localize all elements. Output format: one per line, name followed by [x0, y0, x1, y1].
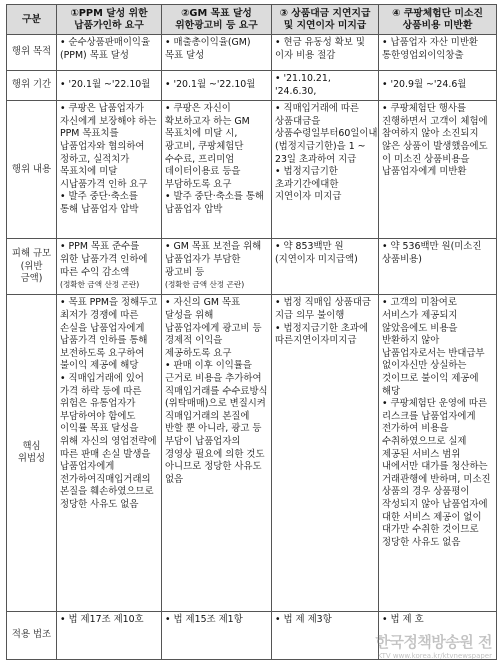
cell-law-1 [57, 611, 162, 659]
cell-period-1 [57, 71, 162, 101]
row-label-law: 적용 법조 [7, 611, 57, 659]
cell-text: • 법 제15조 제1항 [165, 613, 243, 625]
cell-purpose-1 [57, 35, 162, 71]
cell-text: • 납품업자 자산 미반환 통한영업외이익창출 [382, 37, 478, 61]
cell-text: • 발주 중단·축소를 통해 납품업자 압박 [60, 191, 139, 215]
cell-text: • GM 목표 보전을 위해 납품업자가 부담한 광고비 등 [165, 241, 262, 278]
cell-text: • PPM 목표 준수를 위한 납품가격 인하에 따른 수익 감소액 [60, 241, 148, 278]
cell-illegality-3 [272, 295, 379, 611]
row-content [7, 101, 497, 239]
cell-text: • 약 536백만 원(미소진 상품비용) [382, 241, 482, 266]
cell-text: • 고객의 미참여로 서비스가 제공되지 않았음에도 비용을 반환하지 않아 납품업자로서는 반대급부 없이자신만 상실하는 것이므로 불이익 제공에 해당 [382, 297, 485, 397]
header-late-payment: ③ 상품대금 지연지급 및 지연이자 미지급 [272, 5, 379, 35]
violation-summary-table [6, 4, 497, 660]
cell-note: (정확한 금액 산정 곤란) [165, 280, 245, 290]
cell-text: • 직매입거래에 있어 가격 하락 등에 따른 위험은 유통업자가 부담하여야 함에도 이익률 목표 달성을 위해 자신의 영업전략에 따른 판매 손실 발생을 납품업자에게 전가하여직매입거래의 본질을 훼손하였으므로 정당한 사유도 없음 [60, 373, 157, 510]
cell-text: • 매출총이익율(GM) 목표 달성 [165, 37, 251, 61]
header-category: 구분 [7, 5, 57, 35]
cell-illegality-1 [57, 295, 162, 611]
cell-text: • 법정지급기한 초과기간에대한 지연이자 미지급 [275, 166, 342, 203]
cell-illegality-2 [162, 295, 272, 611]
header-ppm-price-cut: ①PPM 달성 위한 납품가인하 요구 [57, 5, 162, 35]
cell-content-1 [57, 101, 162, 239]
cell-text: • 현금 유동성 확보 및 이자 비용 절감 [275, 37, 365, 61]
cell-damage-2 [162, 239, 272, 295]
row-period [7, 71, 497, 101]
cell-text: • 직매입거래에 따른 상품대금을 상품수령일부터60일이내(법정지급기한)을 1 ~ 23일 초과하여 지급 [275, 103, 378, 165]
cell-period-3 [272, 71, 379, 101]
watermark-main: 한국정책방송원 전 [375, 633, 492, 651]
cell-period-2 [162, 71, 272, 101]
cell-content-3 [272, 101, 379, 239]
row-illegality [7, 295, 497, 611]
cell-purpose-2 [162, 35, 272, 71]
header-row [7, 5, 497, 35]
broadcaster-watermark [375, 631, 492, 660]
cell-text: • '20.1월 ~'22.10월 [60, 79, 151, 91]
row-label-illegality: 핵심 위법성 [7, 295, 57, 611]
cell-illegality-4 [379, 295, 497, 611]
row-damage [7, 239, 497, 295]
cell-text: • 법정 직매입 상품대금 지급 의무 불이행 [275, 297, 371, 322]
cell-text: • 법 제 호 [382, 613, 424, 625]
cell-text: • 법정지급기한 초과에 따른지연이자미지급 [275, 322, 368, 347]
cell-text: • '20.9월 ~'24.6월 [382, 79, 467, 91]
cell-text: • 쿠팡은 납품업자가 자신에게 보장해야 하는 PPM 목표치를 납품업자와 협의하여 정하고, 실적치가 목표치에 미달 시납품가격 인하 요구 [60, 103, 157, 190]
header-experience-group: ④ 쿠팡체험단 미소진 상품비용 미반환 [379, 5, 497, 35]
row-purpose [7, 35, 497, 71]
cell-purpose-4 [379, 35, 497, 71]
cell-text: • 자신의 GM 목표 달성을 위해 납품업자에게 광고비 등 경제적 이익을 제공하도록 요구 [165, 297, 262, 359]
cell-law-3 [272, 611, 379, 659]
cell-text: • 순수상품판매이익율(PPM) 목표 달성 [60, 37, 151, 61]
header-gm-ad-fee: ②GM 목표 달성 위한광고비 등 요구 [162, 5, 272, 35]
row-label-purpose: 행위 목적 [7, 35, 57, 71]
cell-text: • 쿠팡은 자신이 확보하고자 하는 GM 목표치에 미달 시, 광고비, 쿠팡체험단 수수료, 프리미엄 데이터이용료 등을 부담하도록 요구 [165, 103, 250, 190]
cell-text: • 발주 중단·축소를 통해 납품업자 압박 [165, 191, 264, 215]
cell-text: • '21.10.21, '24.6.30, [275, 73, 331, 97]
cell-text: • 판매 이후 이익률을 근거로 비용을 추가하여 직매입거래를 수수료방식(위탁매매)으로 변질시켜 직매입거래의 본질에 반할 뿐 아니라, 광고 등 부담이 납품업자의 경영상 필요에 의한 것도 아니므로 정당한 사유도 없음 [165, 360, 268, 485]
cell-damage-3 [272, 239, 379, 295]
cell-text: • 목표 PPM을 정해두고 최저가 경쟁에 따른 손실을 납품업자에게 납품가격 인하를 통해 보전하도록 요구하여 불이익 제공에 해당 [60, 297, 158, 372]
cell-damage-1 [57, 239, 162, 295]
cell-content-4 [379, 101, 497, 239]
cell-note: (정확한 금액 산정 곤란) [60, 280, 140, 290]
watermark-sub: KTV www.korea.kr/ktvnewspaper [377, 652, 492, 660]
cell-purpose-3 [272, 35, 379, 71]
row-label-damage: 피해 규모 (위반 금액) [7, 239, 57, 295]
cell-text: • 쿠팡체험단 행사를 진행하면서 고객이 체험에 참여하지 않아 소진되지 않은 상품이 발생했음에도 이 미소진 상품비용을 납품업자에게 미반환 [382, 103, 488, 178]
cell-text: • 법 제17조 제10호 [60, 613, 144, 625]
row-label-period: 행위 기간 [7, 71, 57, 101]
cell-period-4 [379, 71, 497, 101]
row-label-content: 행위 내용 [7, 101, 57, 239]
cell-law-2 [162, 611, 272, 659]
cell-text: • 쿠팡체험단 운영에 따른 리스크를 납품업자에게 전가하여 비용을 수취하였으므로 실제 제공된 서비스 범위 내에서만 대가를 청산하는 거래관행에 반하며, 미소진 상품의 경우 상품평이 작성되지 않아 납품업자에 대한 서비스 제공이 없이 대가만 수취한 것이므로 정당한 사유도 없음 [382, 398, 491, 548]
cell-text: • 법 제 제3항 [275, 613, 332, 625]
cell-text: • 약 853백만 원(지연이자 미지급액) [275, 241, 358, 266]
cell-content-2 [162, 101, 272, 239]
cell-text: • '20.1월 ~'22.10월 [165, 79, 256, 91]
cell-damage-4 [379, 239, 497, 295]
